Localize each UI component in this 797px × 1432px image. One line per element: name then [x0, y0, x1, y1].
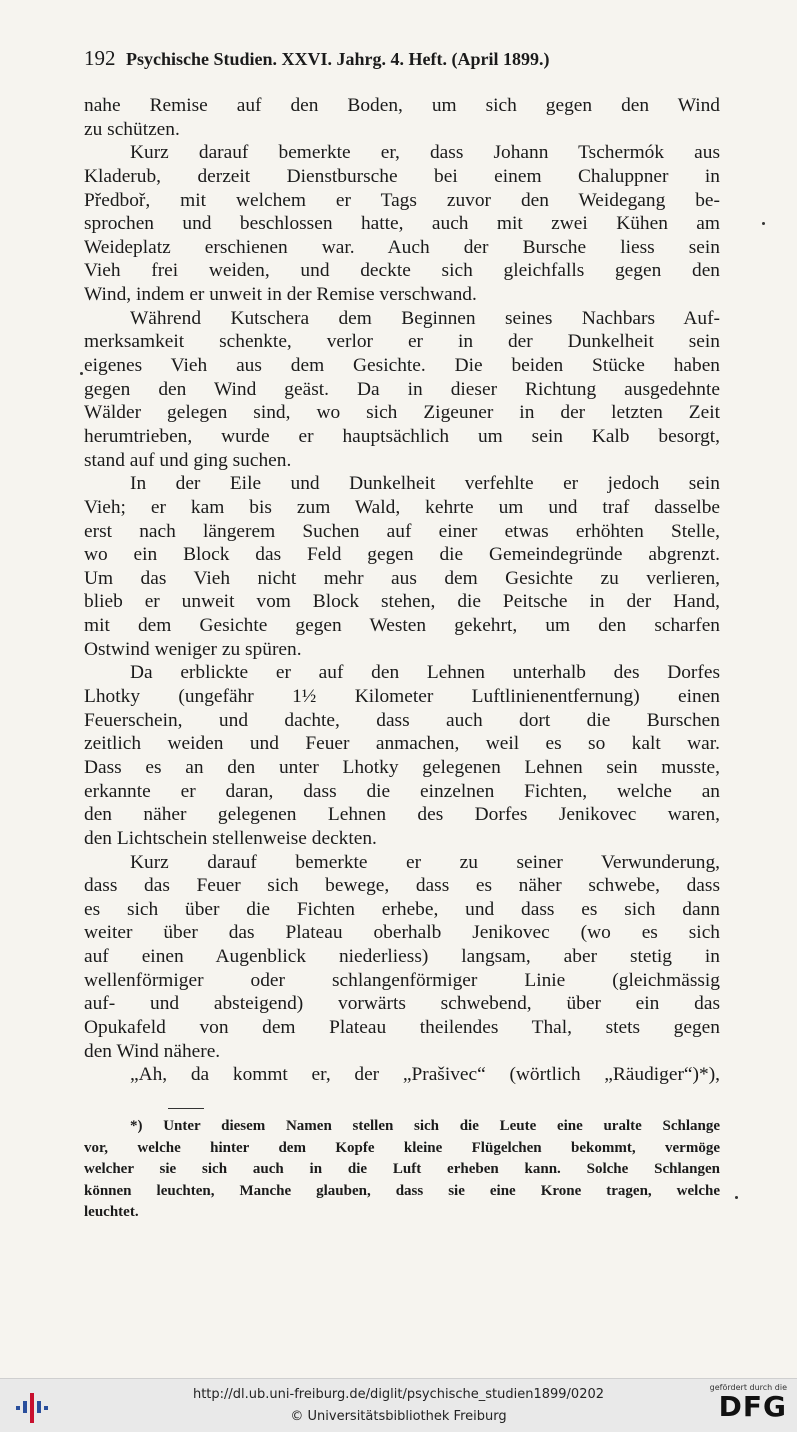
text-line: Da erblickte er auf den Lehnen unterhalb des Dorfes: [130, 662, 720, 684]
text-line: Lhotky (ungefähr 1½ Kilometer Luftlinienentfernung) einen: [84, 686, 720, 708]
footnote: [84, 1116, 720, 1224]
scan-speck: [80, 372, 83, 375]
text-line: Kladerub, derzeit Dienstbursche bei einem Chaluppner in: [84, 165, 720, 187]
dfg-logo-text: DFG: [718, 1390, 787, 1423]
text-line: „Ah, da kommt er, der „Prašivec“ (wörtlich „Räudiger“)*),: [130, 1064, 720, 1086]
text-line: es sich über die Fichten erhebe, und dass es sich dann: [84, 898, 720, 920]
text-line: den näher gelegenen Lehnen des Dorfes Jenikovec waren,: [84, 804, 720, 826]
text-line: stand auf und ging suchen.: [84, 449, 292, 471]
text-line: wo ein Block das Feld gegen die Gemeindegründe abgrenzt.: [84, 544, 720, 566]
footnote-rule: [168, 1108, 204, 1109]
text-line: Vieh frei weiden, und deckte sich gleichfalls gegen den: [84, 260, 720, 282]
page-number: 192: [84, 46, 116, 70]
text-line: Dass es an den unter Lhotky gelegenen Lehnen sein musste,: [84, 756, 720, 778]
text-line: gegen den Wind geäst. Da in dieser Richtung ausgedehnte: [84, 378, 720, 400]
sponsor-note: gefördert durch die: [709, 1383, 787, 1392]
text-line: blieb er unweit vom Block stehen, die Peitsche in der Hand,: [84, 591, 720, 613]
text-line: Opukafeld von dem Plateau theilendes Thal, stets gegen: [84, 1016, 720, 1038]
running-header: [84, 46, 724, 71]
text-line: nahe Remise auf den Boden, um sich gegen den Wind: [84, 95, 720, 116]
footnote-line: leuchtet.: [84, 1204, 139, 1220]
text-line: Während Kutschera dem Beginnen seines Nachbars Auf-: [130, 307, 720, 329]
footnote-line: vor, welche hinter dem Kopfe kleine Flügelchen bekommt, vermöge: [84, 1139, 720, 1156]
text-line: In der Eile und Dunkelheit verfehlte er jedoch sein: [130, 473, 720, 495]
text-line: herumtrieben, wurde er hauptsächlich um sein Kalb besorgt,: [84, 425, 720, 447]
text-line: Kurz darauf bemerkte er, dass Johann Tschermók aus: [130, 142, 720, 164]
text-line: Ostwind weniger zu spüren.: [84, 638, 302, 660]
text-line: wellenförmiger oder schlangenförmiger Linie (gleichmässig: [84, 969, 720, 991]
text-line: Vieh; er kam bis zum Wald, kehrte um und traf dasselbe: [84, 496, 720, 518]
viewer-footer: [0, 1378, 797, 1432]
text-line: sprochen und beschlossen hatte, auch mit zwei Kühen am: [84, 213, 720, 235]
text-line: auf einen Augenblick niederliess) langsam, aber stetig in: [84, 946, 720, 968]
text-line: Wind, indem er unweit in der Remise verschwand.: [84, 284, 477, 306]
body-text: [84, 94, 720, 1087]
text-line: Kurz darauf bemerkte er zu seiner Verwunderung,: [130, 851, 720, 873]
text-line: zu schützen.: [84, 118, 180, 140]
scan-speck: [762, 222, 765, 225]
footnote-line: können leuchten, Manche glauben, dass sie eine Krone tragen, welche: [84, 1182, 720, 1199]
dfg-sponsor-logo: [701, 1383, 787, 1427]
text-line: Weideplatz erschienen war. Auch der Bursche liess sein: [84, 236, 720, 258]
text-line: Předboř, mit welchem er Tags zuvor den Weidegang be-: [84, 189, 720, 211]
copyright-notice: © Universitätsbibliothek Freiburg: [290, 1409, 507, 1424]
text-line: erkannte er daran, dass die einzelnen Fichten, welche an: [84, 780, 720, 802]
text-line: eigenes Vieh aus dem Gesichte. Die beiden Stücke haben: [84, 355, 720, 377]
text-line: merksamkeit schenkte, verlor er in der Dunkelheit sein: [84, 331, 720, 353]
permalink-url[interactable]: http://dl.ub.uni-freiburg.de/diglit/psychische_studien1899/0202: [192, 1387, 605, 1402]
text-line: den Lichtschein stellenweise deckten.: [84, 827, 377, 849]
text-line: den Wind nähere.: [84, 1040, 221, 1062]
text-line: dass das Feuer sich bewege, dass es näher schwebe, dass: [84, 875, 720, 897]
text-line: mit dem Gesichte gegen Westen gekehrt, um den scharfen: [84, 615, 720, 637]
text-line: zeitlich weiden und Feuer anmachen, weil es so kalt war.: [84, 733, 720, 755]
scan-speck: [735, 1196, 738, 1199]
running-title: Psychische Studien. XXVI. Jahrg. 4. Heft. (April 1899.): [126, 49, 550, 69]
text-line: Um das Vieh nicht mehr aus dem Gesichte zu verlieren,: [84, 567, 720, 589]
text-line: Wälder gelegen sind, wo sich Zigeuner in der letzten Zeit: [84, 402, 720, 424]
footnote-line: welcher sie sich auch in die Luft erheben kann. Solche Schlangen: [84, 1161, 720, 1177]
text-line: erst nach längerem Suchen auf einer etwas erhöhten Stelle,: [84, 520, 720, 542]
footnote-line: *) Unter diesem Namen stellen sich die Leute eine uralte Schlange: [130, 1118, 720, 1134]
text-line: weiter über das Plateau oberhalb Jenikovec (wo es sich: [84, 922, 720, 944]
text-line: Feuerschein, und dachte, dass auch dort die Burschen: [84, 709, 720, 731]
text-line: auf- und absteigend) vorwärts schwebend, über ein das: [84, 993, 720, 1015]
